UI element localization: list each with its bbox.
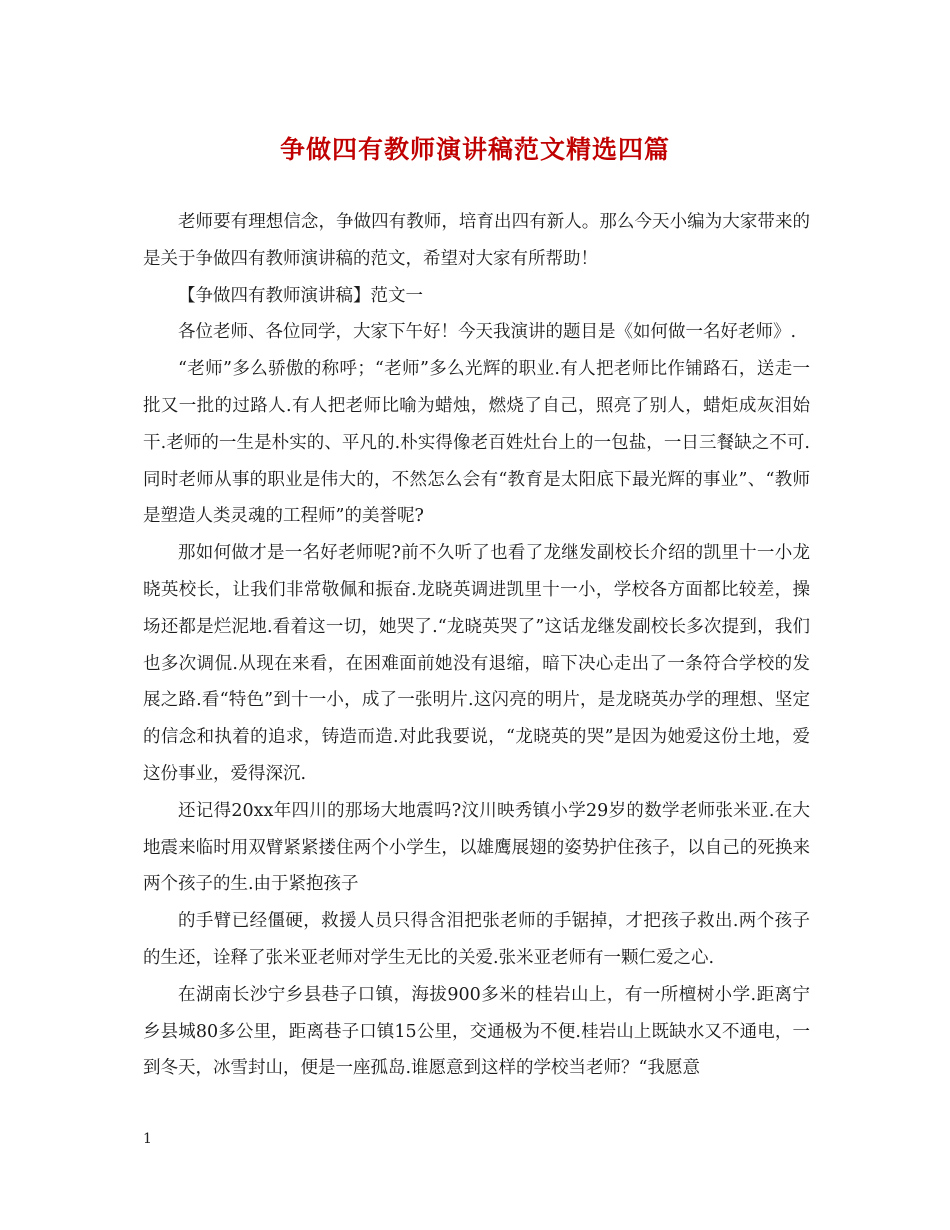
paragraph-long-xiaoying: 那如何做才是一名好老师呢?前不久听了也看了龙继发副校长介绍的凯里十一小龙晓英校长，让我们非常敬佩和振奋.龙晓英调进凯里十一小，学校各方面都比较差，操场还都是烂泥地.看着这一切，她哭了.“龙晓英哭了”这话龙继发副校长多次提到，我们也多次调侃.从现在来看，在困难面前她没有退缩，暗下决心走出了一条符合学校的发展之路.看“特色”到十一小，成了一张明片.这闪亮的明片，是龙晓英办学的理想、坚定的信念和执着的追求，铸造而造.对此我要说，“龙晓英的哭”是因为她爱这份土地，爱这份事业，爱得深沉. xyxy=(143,543,810,784)
paragraph-teacher-praise: “老师”多么骄傲的称呼；“老师”多么光辉的职业.有人把老师比作铺路石，送走一批又一批的过路人.有人把老师比喻为蜡烛，燃烧了自己，照亮了别人，蜡炬成灰泪始干.老师的一生是朴实的、平凡的.朴实得像老百姓灶台上的一包盐，一日三餐缺之不可.同时老师从事的职业是伟大的，不然怎么会有“教育是太阳底下最光辉的事业”、“教师是塑造人类灵魂的工程师”的美誉呢? xyxy=(143,359,810,527)
page-number: 1 xyxy=(143,1131,152,1147)
document-body xyxy=(143,204,810,1087)
paragraph-earthquake: 还记得20xx年四川的那场大地震吗?汶川映秀镇小学29岁的数学老师张米亚.在大地震来临时用双臂紧紧搂住两个小学生，以雄鹰展翅的姿势护住孩子，以自己的死换来两个孩子的生.由于紧抱孩子 xyxy=(143,800,810,895)
paragraph-hunan-school: 在湖南长沙宁乡县巷子口镇，海拔900多米的桂岩山上，有一所檀树小学.距离宁乡县城80多公里，距离巷子口镇15公里，交通极为不便.桂岩山上既缺水又不通电，一到冬天，冰雪封山，便是一座孤岛.谁愿意到这样的学校当老师？“我愿意 xyxy=(143,984,810,1079)
paragraph-intro: 老师要有理想信念，争做四有教师，培育出四有新人。那么今天小编为大家带来的是关于争做四有教师演讲稿的范文，希望对大家有所帮助！ xyxy=(143,212,810,269)
paragraph-greeting: 各位老师、各位同学，大家下午好！今天我演讲的题目是《如何做一名好老师》. xyxy=(178,322,797,343)
paragraph-zhang-miya: 的手臂已经僵硬，救援人员只得含泪把张老师的手锯掉，才把孩子救出.两个孩子的生还，诠释了张米亚老师对学生无比的关爱.张米亚老师有一颗仁爱之心. xyxy=(143,911,810,968)
document-title: 争做四有教师演讲稿范文精选四篇 xyxy=(279,135,670,164)
paragraph-section-heading: 【争做四有教师演讲稿】范文一 xyxy=(178,285,423,306)
